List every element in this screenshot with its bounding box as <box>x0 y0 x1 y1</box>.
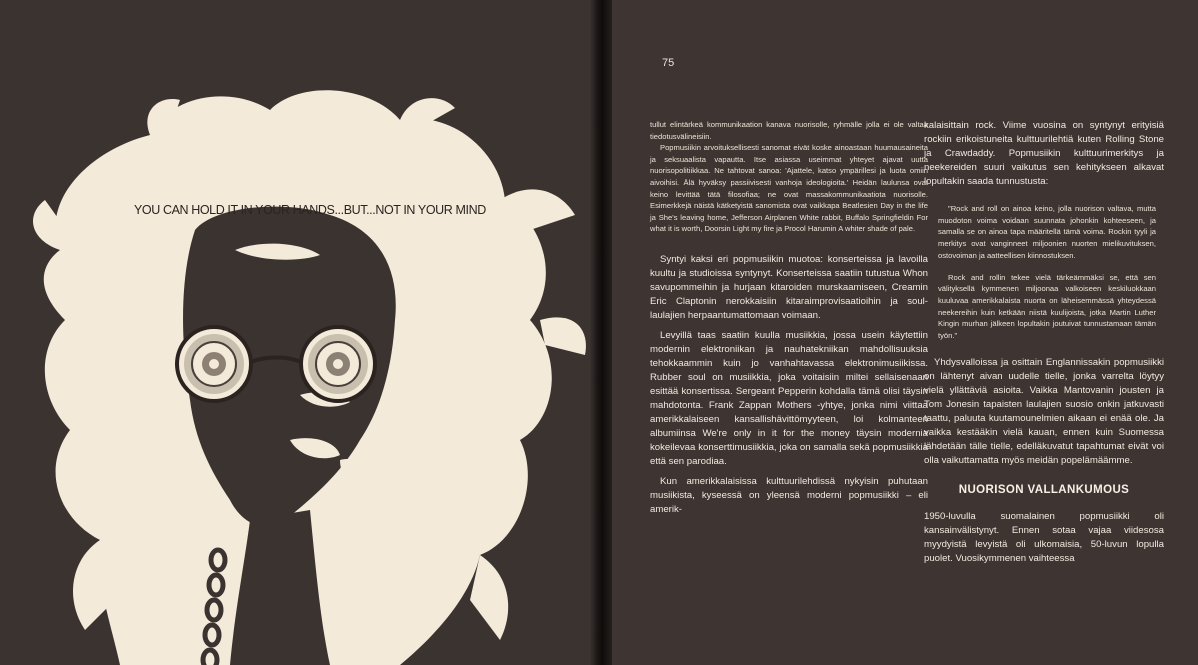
body-paragraph: Kun amerikkalaisissa kulttuurilehdissä nykyisin puhutaan musiikista, kyseessä on yleensä moderni popmusiikki – eli amerik- <box>650 475 928 515</box>
body-paragraph: kalaisittain rock. Viime vuosina on syntynyt erityisiä rockiin erikoistuneita kulttuurilehtiä kuten Rolling Stone ja Crawdaddy. Popmusiikin kulttuurimerkitys ja neekereiden suuri vaikutus sen kehitykseen alkavat lopultakin saada tunnustusta: <box>924 120 1164 187</box>
page-number: 75 <box>662 57 675 69</box>
quote-paragraph: "Rock and roll on ainoa keino, jolla nuorison valtava, mutta muodoton voima voidaan suunnata johonkin kohteeseen, ja samalla se on ainoa tapa määritellä tämä voima. Rockin tyyli ja merkitys ovat vanginneet miljoonien nuorten mielikuvituksen, ostovoiman ja aatteellisen kiinnostuksen. <box>938 204 1156 260</box>
page-gutter <box>590 0 612 665</box>
body-paragraph: Levyillä taas saatiin kuulla musiikkia, jossa usein käytettiin modernin elektroniikan ja nauhatekniikan mahdollisuuksia tehokkaammin kuin jo vanhahtavassa elektronimusiikissa. Rubber soul on musiikkia, joka voitaisiin miltei sellaisenaan esittää konsertissa. Sergeant Pepperin kohdalla tämä olisi täysin mahdotonta. Frank Zappan Mothers -yhtye, jonka nimi viittaa amerikkalaiseen kansallishävittömyyteen, loi kolmanteen albumiinsa We're only in it for the money täysin modernia kokeilevaa konserttimusiikkia, joka on samalla sekä popmusiikkia että sen parodiaa. <box>650 329 928 467</box>
quote-paragraph: Rock and rollin tekee vielä tärkeämmäksi se, että sen välityksellä kymmenen miljoonaa valkoiseen keskiluokkaan kuuluvaa amerikkalaista nuorta on läheisemmässä yhteydessä neekereihin kuin ketkään niistä kuulijoista, jotka Martin Luther Kingin murhan jälkeen lopultakin joutuivat tunnustamaan tämän työn." <box>938 272 1156 341</box>
right-page <box>612 0 1198 665</box>
text-column-right <box>924 119 1164 566</box>
body-paragraph: Syntyi kaksi eri popmusiikin muotoa: konserteissa ja lavoilla kuultu ja studioissa syntynyt. Konserteissa saatiin tutustua Whon savupommeihin ja hurjaan kitaroiden murskaamiseen, Creamin Eric Claptonin nerokkaisiin kitaraimprovisaatioihin ja soul-laulajien herpaantumattomaan voimaan. <box>650 253 928 321</box>
small-paragraph: tullut elintärkeä kommunikaation kanava nuorisolle, ryhmälle jolla ei ole valtaa tiedotusvälineisiin. <box>650 120 928 141</box>
body-paragraph: Yhdysvalloissa ja osittain Englannissakin popmusiikki on lähtenyt aivan uudelle tielle, jonka varrelta löytyy vielä yllättäviä asioita. Vaikka Mantovanin jousten ja Tom Jonesin tapaisten laulajien suosio onkin jatkuvasti taattu, paluuta kuutamounelmien aikaan ei enää ole. Ja vaikka kestääkin vielä kauan, ennen kuin Suomessa lähdetään tälle tielle, edelläkuvatut tapahtumat eivät voi olla vaikuttamatta myös meidän popelämäämme. <box>924 356 1164 466</box>
poster-tagline: YOU CAN HOLD IT IN YOUR HANDS...BUT...NOT IN YOUR MIND <box>134 203 486 217</box>
text-column-left <box>650 119 928 517</box>
section-heading: NUORISON VALLANKUMOUS <box>958 483 1130 496</box>
body-paragraph: 1950-luvulla suomalainen popmusiikki oli kansainvälistynyt. Ennen sotaa vajaa viidesosa myydyistä levyistä oli ulkomaisia, 50-luvun lopulla puolet. Vuosikymmenen vaihteessa <box>924 510 1164 564</box>
small-paragraph: Popmusiikin arvoituksellisesti sanomat eivät koske ainoastaan huumausaineita ja seksuaalista vapautta. Itse asiassa useimmat yhteyet ajavat uutta nuorisopolitiikkaa. Ne tahtovat sanoa: 'Ajattele, katso ympärillesi ja luota omiin aivoihisi. Älä hyväksy passiivisesti vanhoja ideologioita.' Heidän laulunsa ovat keino levittää tätä filosofiaa; ne ovat massakommunikaatiota nuorisolle. Esimerkkejä näistä kätketyistä sanomista ovat vaikkapa Beatlesien Day in the life ja She's leaving home, Jefferson Airplanen White rabbit, Buffalo Springfieldin For what it is worth, Doorsin Light my fire ja Procol Harumin A whiter shade of pale. <box>650 143 928 234</box>
